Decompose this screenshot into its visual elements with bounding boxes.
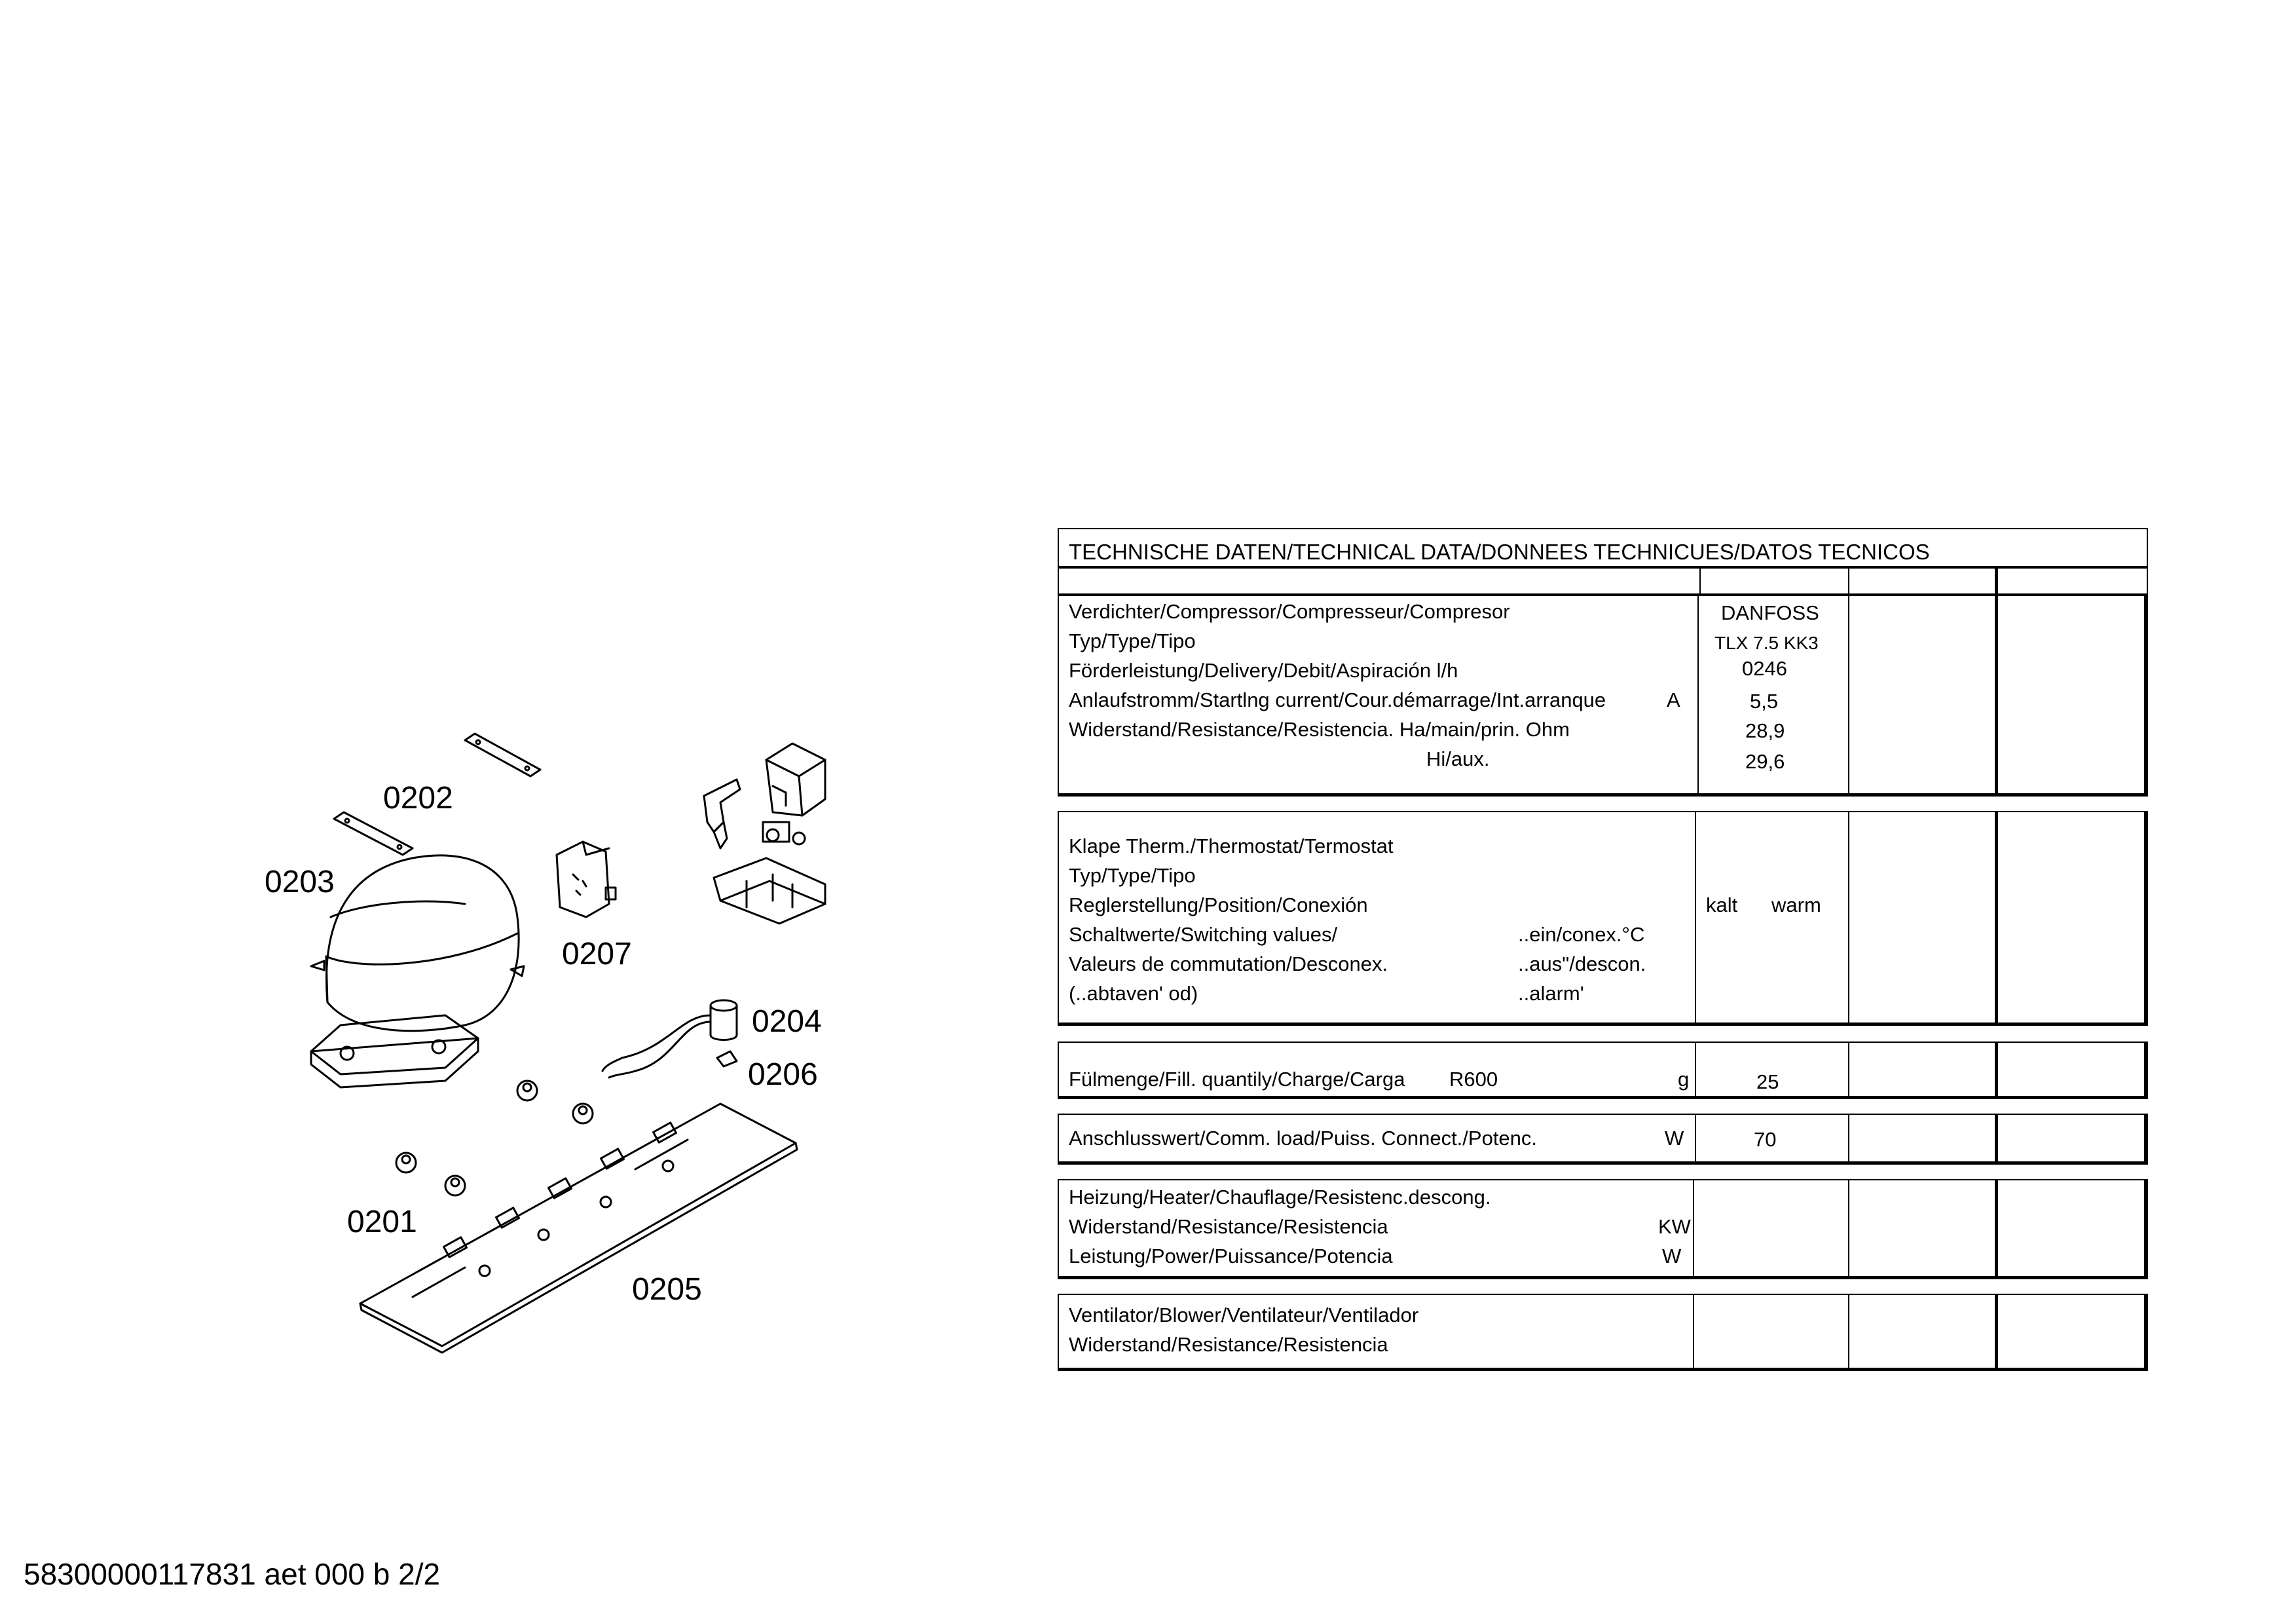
thermostat-label-5: (..abtaven' od)	[1069, 982, 1198, 1005]
clip-part	[704, 779, 740, 848]
table-header-row	[1058, 567, 2148, 595]
thermostat-sub-0: ..ein/conex.°C	[1518, 923, 1645, 946]
thermostat-label-2: Reglerstellung/Position/Conexión	[1069, 893, 1368, 916]
thermostat-label-1: Typ/Type/Tipo	[1069, 864, 1196, 887]
compressor-value-4: 28,9	[1745, 719, 1785, 742]
thermostat-warm: warm	[1771, 893, 1821, 916]
cover-part	[766, 743, 825, 816]
comm-load-label: Anschlusswert/Comm. load/Puiss. Connect./Potenc.	[1069, 1127, 1538, 1150]
nut-parts	[396, 1081, 593, 1195]
callout-0204: 0204	[752, 1004, 822, 1039]
thermostat-sub-1: ..aus"/descon.	[1518, 952, 1646, 975]
exploded-parts-diagram	[249, 707, 878, 1389]
comm-load-unit: W	[1665, 1127, 1684, 1150]
compressor-value-0: DANFOSS	[1721, 601, 1819, 624]
thermostat-sub-2: ..alarm'	[1518, 982, 1584, 1005]
fill-refrigerant: R600	[1449, 1068, 1498, 1091]
comm-load-value: 70	[1754, 1128, 1777, 1151]
callout-0205: 0205	[632, 1272, 702, 1307]
fill-unit: g	[1678, 1068, 1690, 1091]
heater-unit-kw: KW	[1658, 1215, 1691, 1238]
compressor-part-0203	[311, 855, 524, 1087]
callout-0202: 0202	[383, 781, 453, 816]
heater-label-1: Widerstand/Resistance/Resistencia	[1069, 1215, 1388, 1238]
compressor-label-0: Verdichter/Compressor/Compresseur/Compresor	[1069, 600, 1510, 623]
relay-part-0207	[557, 842, 616, 917]
compressor-label-4: Widerstand/Resistance/Resistencia. Ha/main/prin. Ohm	[1069, 718, 1570, 741]
bracket-part	[714, 858, 825, 924]
fill-quantity-label: Fülmenge/Fill. quantily/Charge/Carga	[1069, 1068, 1405, 1091]
compressor-unit-a: A	[1667, 688, 1680, 711]
table-title: TECHNISCHE DATEN/TECHNICAL DATA/DONNEES TECHNICUES/DATOS TECNICOS	[1069, 540, 1930, 564]
strip-part-0202	[334, 812, 413, 855]
compressor-label-2: Förderleistung/Delivery/Debit/Aspiración l/h	[1069, 659, 1458, 682]
callout-0203: 0203	[265, 865, 335, 899]
callout-0207: 0207	[562, 937, 632, 971]
compressor-value-3: 5,5	[1750, 690, 1779, 713]
mounting-plate-part-0205	[360, 1104, 797, 1353]
terminal-part	[763, 822, 805, 844]
thermostat-label-4: Valeurs de commutation/Desconex.	[1069, 952, 1388, 975]
callout-0206: 0206	[748, 1057, 818, 1092]
compressor-value-2: 0246	[1742, 657, 1787, 680]
ventilator-label-0: Ventilator/Blower/Ventilateur/Ventilador	[1069, 1304, 1419, 1326]
compressor-label-5: Hi/aux.	[1426, 747, 1490, 770]
compressor-label-3: Anlaufstromm/Startlng current/Cour.démarrage/Int.arranque	[1069, 688, 1606, 711]
thermostat-kalt: kalt	[1706, 893, 1738, 916]
compressor-label-1: Typ/Type/Tipo	[1069, 629, 1196, 652]
capacitor-part-0204	[602, 1000, 737, 1078]
callout-0201: 0201	[347, 1205, 417, 1239]
compressor-value-1: TLX 7.5 KK3	[1714, 633, 1819, 653]
strip-part-top	[465, 734, 540, 776]
compressor-value-5: 29,6	[1745, 750, 1785, 773]
clip-part-0206	[717, 1051, 737, 1066]
heater-label-2: Leistung/Power/Puissance/Potencia	[1069, 1245, 1393, 1267]
ventilator-label-1: Widerstand/Resistance/Resistencia	[1069, 1333, 1388, 1356]
thermostat-label-0: Klape Therm./Thermostat/Termostat	[1069, 835, 1394, 857]
fill-value: 25	[1756, 1070, 1779, 1093]
heater-unit-w: W	[1662, 1245, 1682, 1267]
document-id-footer: 58300000117831 aet 000 b 2/2	[24, 1557, 441, 1591]
heater-label-0: Heizung/Heater/Chauflage/Resistenc.descong.	[1069, 1186, 1491, 1209]
thermostat-label-3: Schaltwerte/Switching values/	[1069, 923, 1338, 946]
